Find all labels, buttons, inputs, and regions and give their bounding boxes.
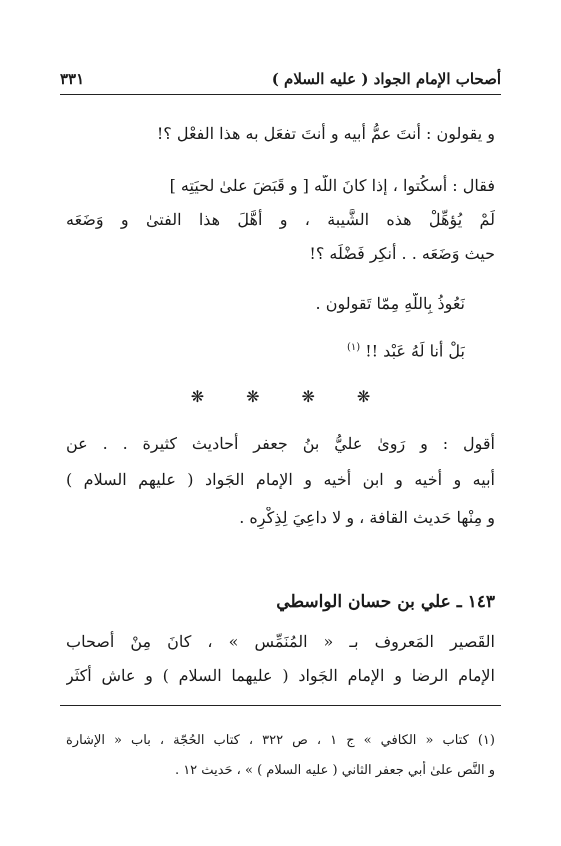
separator-star: ❋ xyxy=(356,387,371,406)
body-line-2: فقال : أسكُتوا ، إذا كانَ اللّه [ و قَبَضَ علىٰ لحيَتِه ] xyxy=(169,176,495,195)
separator-star: ❋ xyxy=(301,387,315,406)
body-line-7: أقول : و رَوىٰ عليُّ بنُ جعفر أحاديث كثيرة . . عن xyxy=(66,434,495,453)
entry-line-1: القَصير المَعروف بـ « المُنَمِّس » ، كانَ مِنْ أصحاب xyxy=(66,632,495,651)
footnote-line-2: و النَّص علىٰ أبي جعفر الثاني ( عليه السلام ) » ، حَديث ١٢ . xyxy=(174,763,495,778)
separator-star: ❋ xyxy=(190,387,205,406)
header-title: أصحاب الإمام الجواد ( عليه السلام ) xyxy=(271,70,501,88)
body-line-4: حيث وَضَعَه . . أُنكِر فَضْلَه ؟! xyxy=(309,244,495,263)
body-line-9: و مِنْها حَديث القافة ، و لا داعِيَ لِذِكْرِه . xyxy=(239,508,495,527)
footnote-line-1: (١) كتاب « الكافي » ج ١ ، ص ٣٢٢ ، كتاب الحُجّة ، باب « الإشارة xyxy=(66,733,495,748)
body-line-6 xyxy=(66,337,465,362)
body-line-6-text: بَلْ أنا لَهُ عَبْد !! xyxy=(365,341,465,361)
header-divider xyxy=(60,94,501,95)
entry-line-2: الإمام الرضا و الإمام الجَواد ( عليهما السلام ) و عاش أكثَر xyxy=(66,666,495,685)
section-separator xyxy=(60,387,501,407)
page-number: ٣٣١ xyxy=(60,70,85,88)
separator-star: ❋ xyxy=(246,387,260,406)
body-line-5: نَعُوذُ بِاللّهِ مِمّا تَقولون . xyxy=(315,294,465,313)
footnote-divider xyxy=(60,705,501,706)
footnote-reference: (١) xyxy=(346,342,361,353)
body-line-3: لَمْ يُؤهِّلْ هذه الشَّيبة ، و أهَّلَ هذا الفتىٰ و وَضَعَه xyxy=(66,210,495,229)
body-line-1: و يقولون : أنتَ عمُّ أبيه و أنتَ تفعَل به هذا الفعْل ؟! xyxy=(156,124,495,143)
body-line-8: أبيه و أخيه و ابن أخيه و الإمام الجَواد ( عليهم السلام ) xyxy=(66,470,495,489)
running-header xyxy=(60,60,501,92)
entry-heading: ١٤٣ ـ علي بن حسان الواسطي xyxy=(276,592,495,612)
